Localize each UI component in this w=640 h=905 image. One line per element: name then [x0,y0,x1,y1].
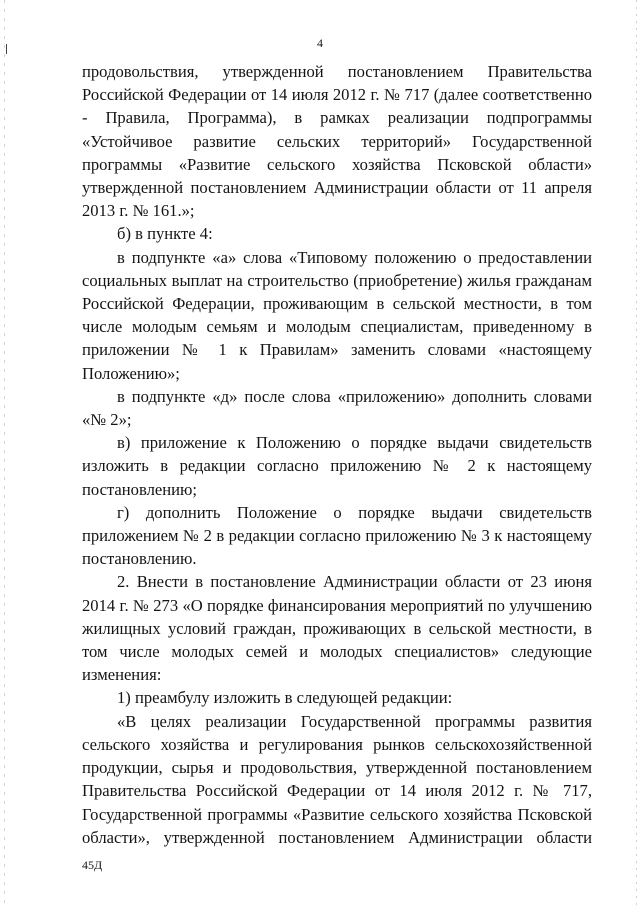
paragraph-item-v: в) приложение к Положению о порядке выдачи свидетельств изложить в редакции согласно приложению № 2 к настоящему постановлению; [82,433,592,499]
footer-document-code: 45Д [82,858,103,872]
document-body [82,60,592,849]
scan-edge-left [4,0,5,905]
page-number: 4 [317,36,323,50]
scan-edge-right [636,0,637,905]
paragraph-subitem-d: в подпункте «д» после слова «приложению» дополнить словами «№ 2»; [82,386,592,430]
paragraph-section-2: 2. Внести в постановление Администрации области от 23 июня 2014 г. № 273 «О порядке финансирования мероприятий по улучшению жилищных условий граждан, проживающих в сельской местности, в том числе молодых семей и молодых специалистов» следующие изменения: [82,572,592,685]
paragraph-preamble-text: «В целях реализации Государственной программы развития сельского хозяйства и регулирования рынков сельскохозяйственной продукции, сырья и продовольствия, утвержденной постановлением Правительства Российской Федерации от 14 июля 2012 г. № 717, Государственной программы «Развитие сельского хозяйства Псковской области», утвержденной постановлением Администрации области [82,711,592,847]
paragraph-subitem-a: в подпункте «а» слова «Типовому положению о предоставлении социальных выплат на строительство (приобретение) жилья гражданам Российской Федерации, проживающим в сельской местности, в том числе молодым семьям и молодым специалистам, приведенному в приложении № 1 к Правилам» заменить словами «настоящему Положению»; [82,247,592,383]
paragraph-preamble-item: 1) преамбулу изложить в следующей редакции: [117,688,453,708]
paragraph-item-g: г) дополнить Положение о порядке выдачи свидетельств приложением № 2 в редакции согласно приложению № 3 к настоящему постановлению. [82,502,592,569]
paragraph-continuation: продовольствия, утвержденной постановлением Правительства Российской Федерации от 14 июля 2012 г. № 717 (далее соответственно - Правила, Программа), в рамках реализации подпрограммы «Устойчивое развитие сельских территорий» Государственной программы «Развитие сельского хозяйства Псковской области» утвержденной постановлением Администрации области от 11 апреля 2013 г. № 161.»; [82,62,592,221]
paragraph-item-b: б) в пункте 4: [117,224,213,244]
